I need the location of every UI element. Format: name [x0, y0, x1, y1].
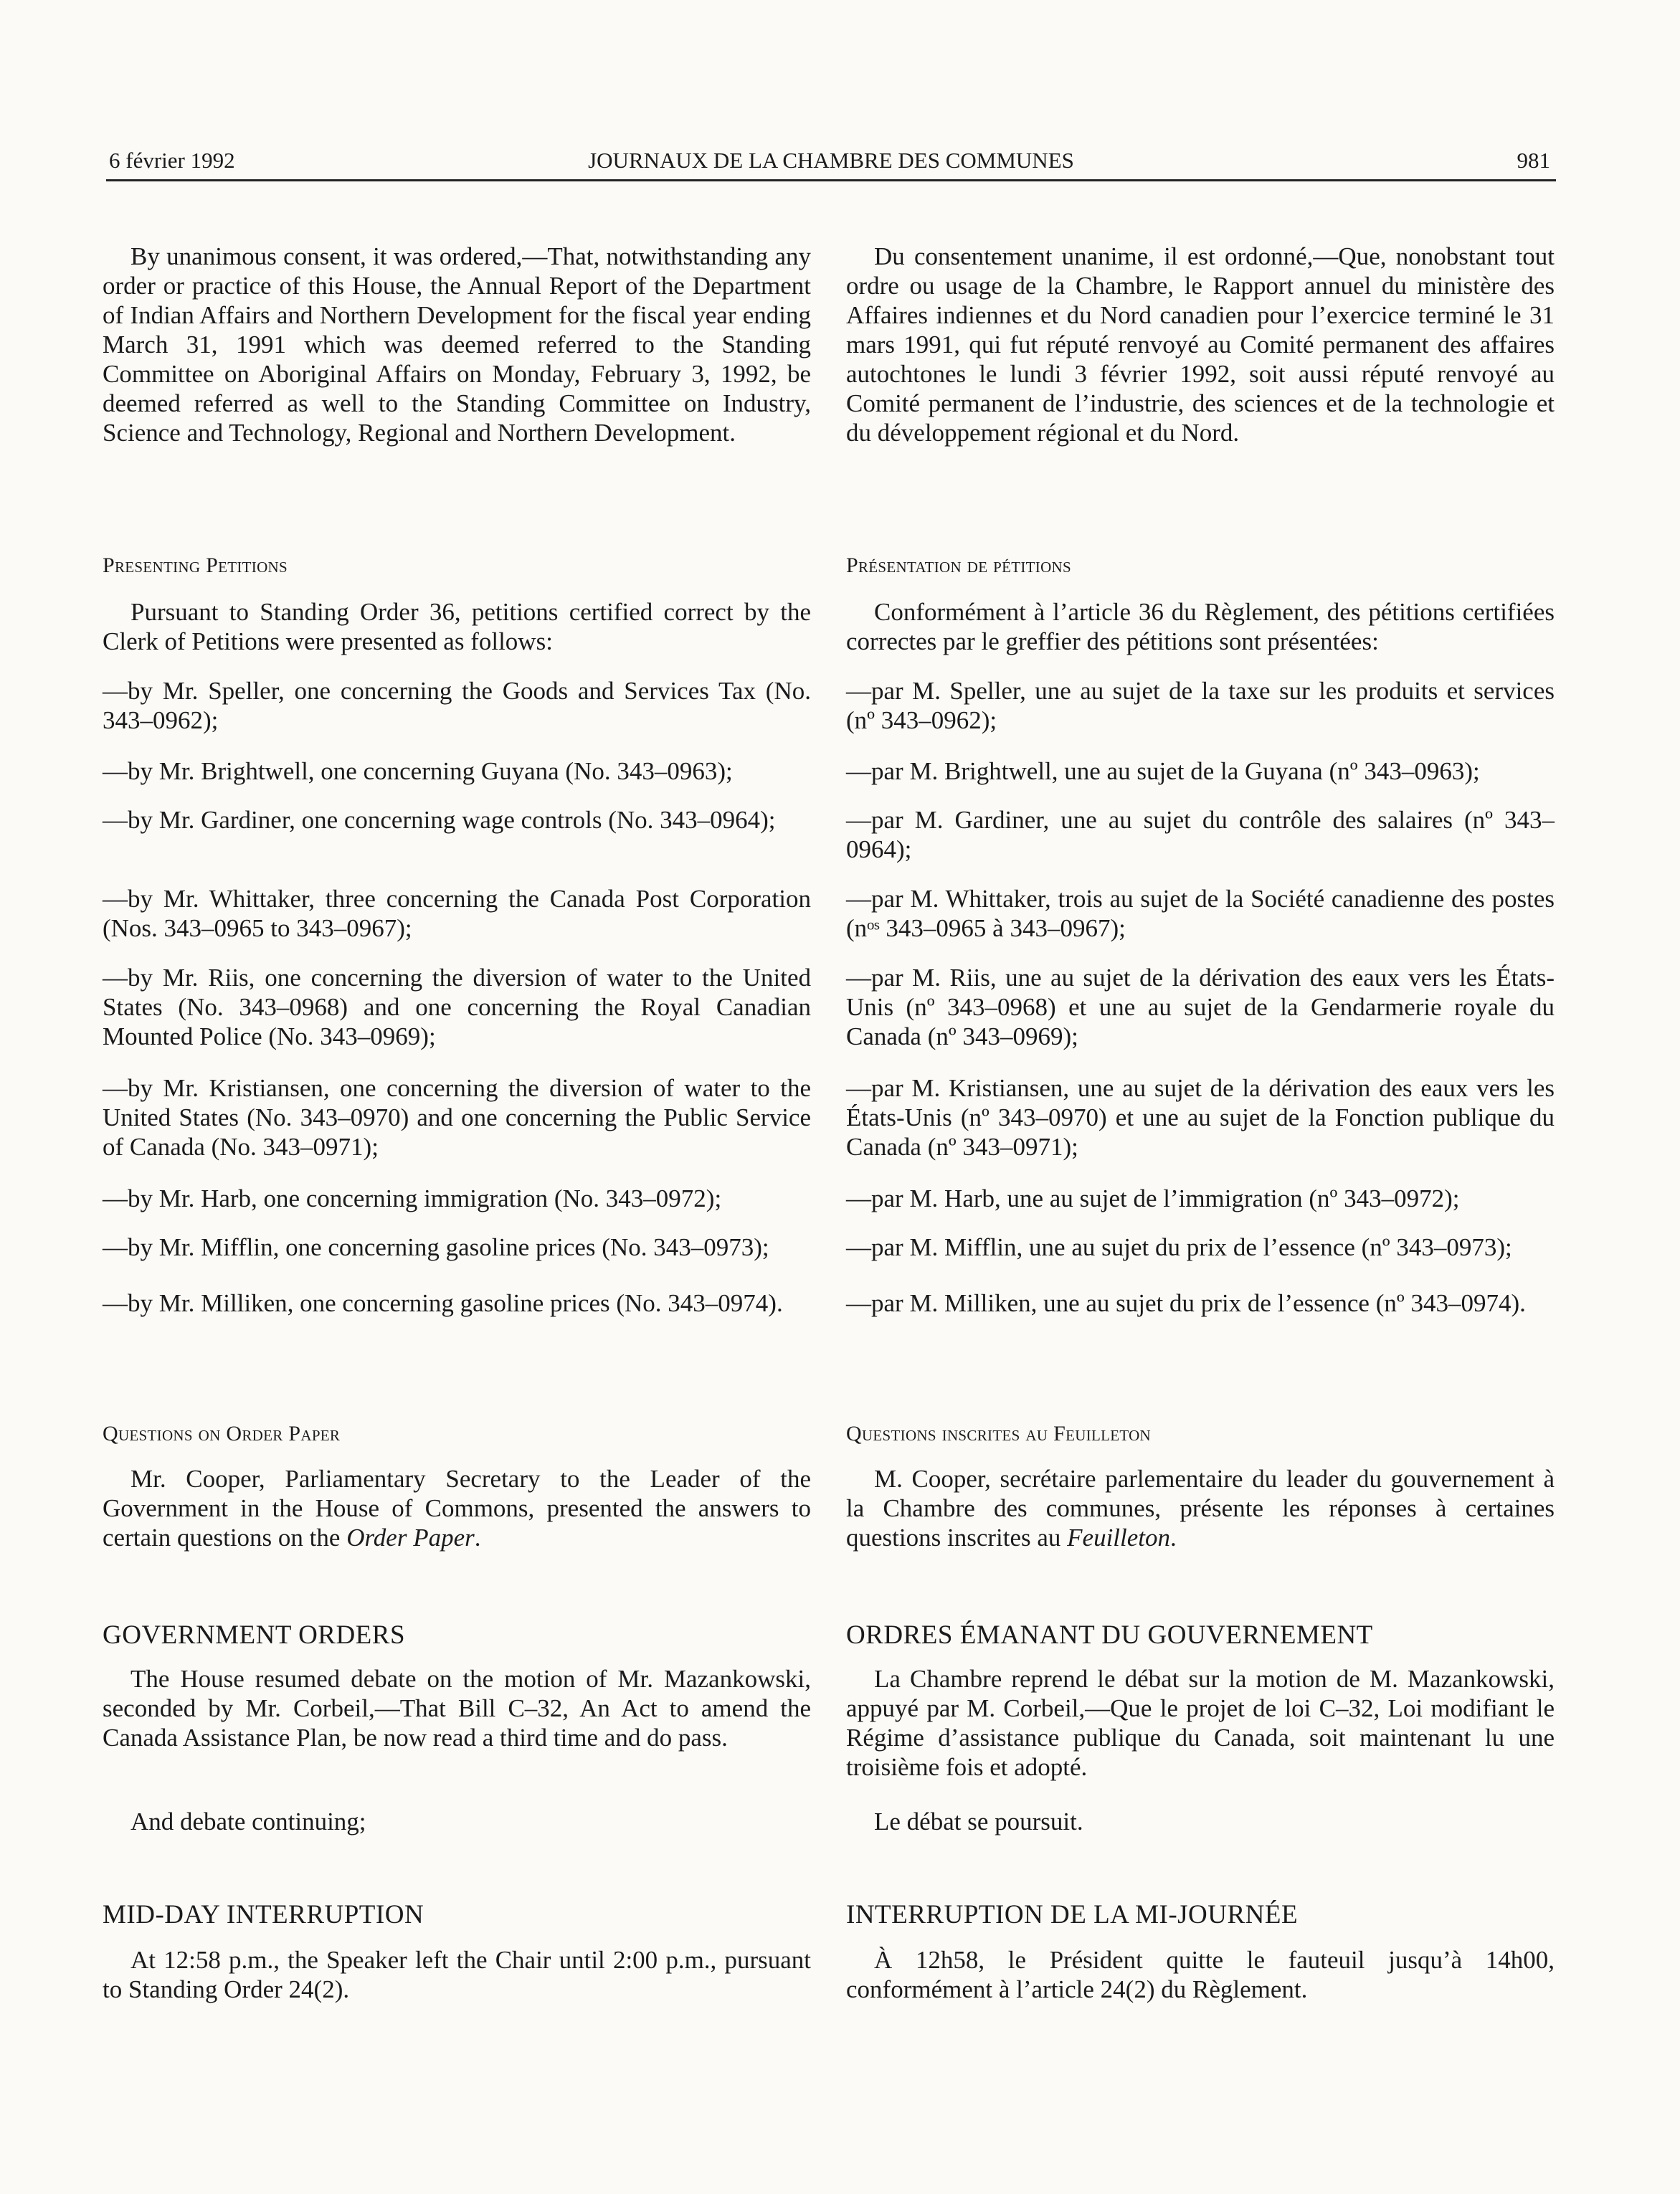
fr-questions-heading: Questions inscrites au Feuilleton	[846, 1422, 1152, 1445]
fr-government-heading: ORDRES ÉMANANT DU GOUVERNEMENT	[846, 1620, 1373, 1650]
en-debate-paragraph: And debate continuing;	[130, 1808, 366, 1836]
en-government-heading: GOVERNMENT ORDERS	[103, 1620, 406, 1650]
running-header	[106, 145, 1556, 181]
en-petition-item: —by Mr. Riis, one concerning the diversion of water to the United States (No. 343–0968) and one concerning the Royal Canadian Mounted Police (No. 343–0969);	[103, 964, 811, 1050]
page-number: 981	[1517, 148, 1550, 173]
fr-petitions-intro: Conformément à l’article 36 du Règlement, des pétitions certifiées correctes par le greffier des pétitions sont présentées:	[846, 598, 1555, 655]
en-midday-heading: MID-DAY INTERRUPTION	[103, 1900, 424, 1929]
en-petition-item: —by Mr. Harb, one concerning immigration (No. 343–0972);	[103, 1184, 722, 1212]
fr-debate-paragraph: Le débat se poursuit.	[874, 1808, 1083, 1836]
en-petitions-intro: Pursuant to Standing Order 36, petitions certified correct by the Clerk of Petitions were presented as follows:	[103, 598, 811, 655]
en-petition-item: —by Mr. Kristiansen, one concerning the diversion of water to the United States (No. 343–0970) and one concerning the Public Service of Canada (No. 343–0971);	[103, 1074, 811, 1161]
fr-petition-item: —par M. Harb, une au sujet de l’immigration (nº 343–0972);	[846, 1184, 1460, 1212]
en-questions-paragraph: Mr. Cooper, Parliamentary Secretary to the Leader of the Government in the House of Commons, presented the answers to certain questions on the Order Paper.	[103, 1465, 811, 1552]
en-questions-heading: Questions on Order Paper	[103, 1422, 341, 1445]
fr-petition-item: —par M. Speller, une au sujet de la taxe sur les produits et services (nº 343–0962);	[846, 677, 1555, 734]
fr-government-paragraph: La Chambre reprend le débat sur la motion de M. Mazankowski, appuyé par M. Corbeil,—Que le projet de loi C–32, Loi modifiant le Régime d’assistance publique du Canada, soit maintenant lu une troisième fois et adopté.	[846, 1665, 1555, 1781]
en-petition-item: —by Mr. Brightwell, one concerning Guyana (No. 343–0963);	[103, 757, 733, 785]
fr-midday-paragraph: À 12h58, le Président quitte le fauteuil jusqu’à 14h00, conformément à l’article 24(2) du Règlement.	[846, 1946, 1555, 2003]
header-title: JOURNAUX DE LA CHAMBRE DES COMMUNES	[588, 148, 1074, 173]
fr-petitions-heading: Présentation de pétitions	[846, 554, 1071, 577]
fr-intro-paragraph: Du consentement unanime, il est ordonné,—Que, nonobstant tout ordre ou usage de la Chambre, le Rapport annuel du ministère des Affaires indiennes et du Nord canadien pour l’exercice terminé le 31 mars 1991, qui fut réputé renvoyé au Comité permanent des affaires autochtones le lundi 3 février 1992, soit aussi réputé renvoyé au Comité permanent de l’industrie, des sciences et de la technologie et du développement régional et du Nord.	[846, 242, 1555, 447]
en-petition-item: —by Mr. Gardiner, one concerning wage controls (No. 343–0964);	[103, 806, 776, 834]
en-order-paper-title: Order Paper	[346, 1524, 475, 1552]
fr-petition-item: —par M. Milliken, une au sujet du prix de l’essence (nº 343–0974).	[846, 1289, 1526, 1317]
en-midday-paragraph: At 12:58 p.m., the Speaker left the Chair until 2:00 p.m., pursuant to Standing Order 24(2).	[103, 1946, 811, 2003]
fr-petition-item: —par M. Riis, une au sujet de la dérivation des eaux vers les États-Unis (nº 343–0968) et une au sujet de la Gendarmerie royale du Canada (nº 343–0969);	[846, 964, 1555, 1050]
en-government-paragraph: The House resumed debate on the motion of Mr. Mazankowski, seconded by Mr. Corbeil,—That Bill C–32, An Act to amend the Canada Assistance Plan, be now read a third time and do pass.	[103, 1665, 811, 1752]
fr-petition-item: —par M. Brightwell, une au sujet de la Guyana (nº 343–0963);	[846, 757, 1480, 785]
fr-petition-item: —par M. Mifflin, une au sujet du prix de l’essence (nº 343–0973);	[846, 1233, 1512, 1261]
fr-petition-item: —par M. Whittaker, trois au sujet de la Société canadienne des postes (nᵒˢ 343–0965 à 343–0967);	[846, 885, 1555, 942]
fr-feuilleton-title: Feuilleton	[1067, 1524, 1171, 1552]
fr-questions-paragraph: M. Cooper, secrétaire parlementaire du leader du gouvernement à la Chambre des communes, présente les réponses à certaines questions inscrites au Feuilleton.	[846, 1465, 1555, 1552]
en-petition-item: —by Mr. Speller, one concerning the Goods and Services Tax (No. 343–0962);	[103, 677, 811, 734]
en-petition-item: —by Mr. Milliken, one concerning gasoline prices (No. 343–0974).	[103, 1289, 783, 1317]
fr-petition-item: —par M. Gardiner, une au sujet du contrôle des salaires (nº 343–0964);	[846, 806, 1555, 863]
header-date: 6 février 1992	[109, 148, 235, 173]
en-petitions-heading: Presenting Petitions	[103, 554, 288, 577]
en-petition-item: —by Mr. Mifflin, one concerning gasoline prices (No. 343–0973);	[103, 1233, 769, 1261]
fr-petition-item: —par M. Kristiansen, une au sujet de la dérivation des eaux vers les États-Unis (nº 343–0970) et une au sujet de la Fonction publique du Canada (nº 343–0971);	[846, 1074, 1555, 1161]
en-intro-paragraph: By unanimous consent, it was ordered,—That, notwithstanding any order or practice of this House, the Annual Report of the Department of Indian Affairs and Northern Development for the fiscal year ending March 31, 1991 which was deemed referred to the Standing Committee on Aboriginal Affairs on Monday, February 3, 1992, be deemed referred as well to the Standing Committee on Industry, Science and Technology, Regional and Northern Development.	[103, 242, 811, 447]
fr-midday-heading: INTERRUPTION DE LA MI-JOURNÉE	[846, 1900, 1299, 1929]
en-petition-item: —by Mr. Whittaker, three concerning the Canada Post Corporation (Nos. 343–0965 to 343–0967);	[103, 885, 811, 942]
